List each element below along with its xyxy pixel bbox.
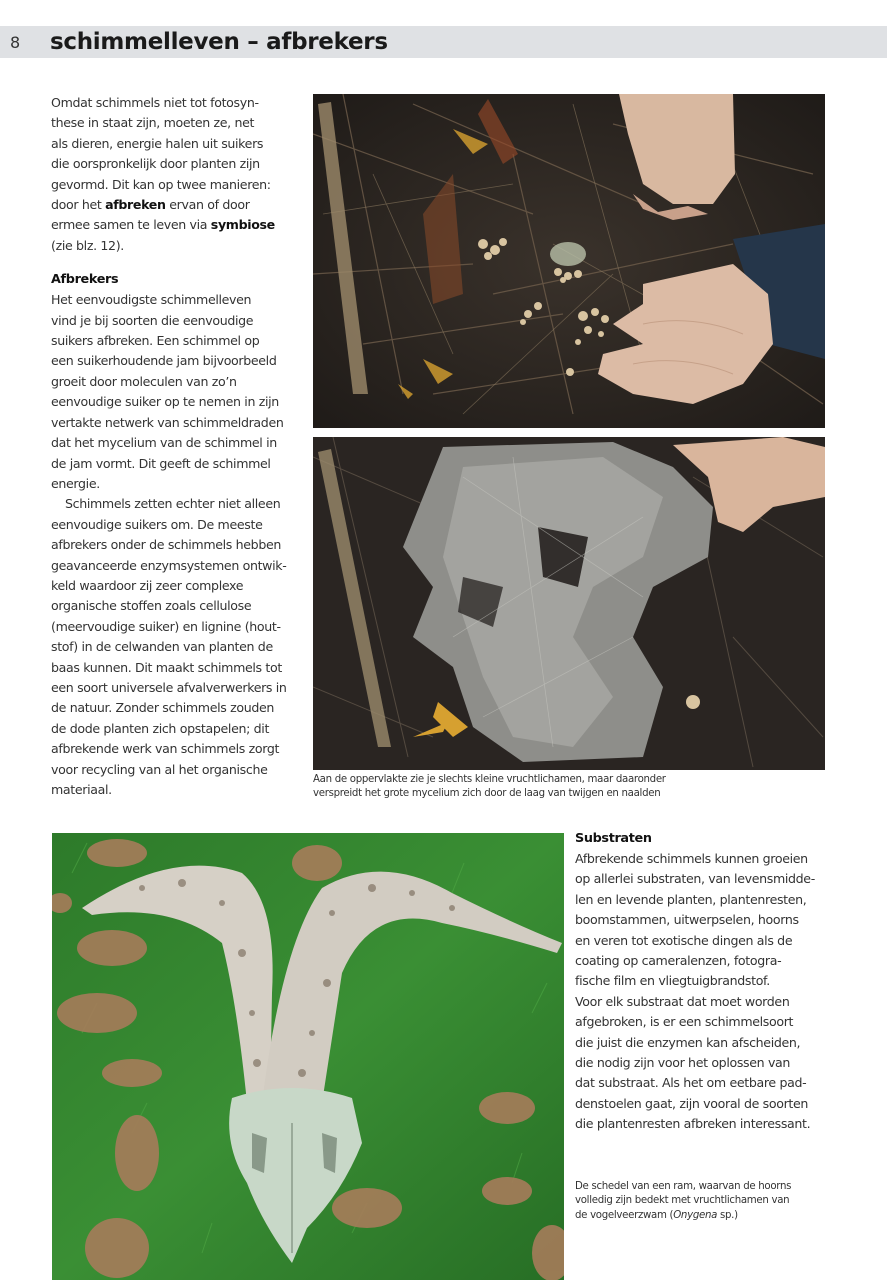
text-line: die nodig zijn voor het oplossen van — [575, 1055, 791, 1071]
afbrekers-paragraph-2 — [51, 494, 313, 800]
text-line: materiaal. — [51, 782, 112, 797]
text-line: stof) in de celwanden van planten de — [51, 639, 273, 655]
photo-caption-top — [313, 773, 833, 802]
photo-mycelium-under-litter — [313, 437, 825, 770]
text-line: de natuur. Zonder schimmels zouden — [51, 700, 275, 716]
text-line: afbrekers onder de schimmels hebben — [51, 537, 281, 553]
text-fragment: door het — [51, 197, 106, 213]
caption-line: De schedel van een ram, waarvan de hoorns — [575, 1181, 792, 1192]
text-line: eenvoudige suikers om. De meeste — [51, 516, 263, 532]
text-line: len en levende planten, plantenresten, — [575, 891, 807, 907]
caption-line: Aan de oppervlakte zie je slechts kleine vruchtlichamen, maar daaronder — [313, 774, 666, 785]
text-fragment: ervan of door — [165, 197, 250, 213]
text-line: gevormd. Dit kan op twee manieren: — [51, 176, 271, 192]
page-number: 8 — [10, 33, 21, 52]
caption-line: volledig zijn bedekt met vruchtlichamen van — [575, 1195, 790, 1207]
photo-caption-bottom — [575, 1180, 837, 1223]
text-line: voor recycling van al het organische — [51, 761, 268, 777]
text-line: Afbrekende schimmels kunnen groeien — [575, 851, 808, 866]
section-heading-substraten: Substraten — [575, 831, 652, 846]
afbrekers-paragraph-1 — [51, 290, 313, 494]
text-line: vind je bij soorten die eenvoudige — [51, 312, 254, 328]
photo-ram-skull — [52, 833, 564, 1280]
text-line: de jam vormt. Dit geeft de schimmel — [51, 455, 271, 471]
text-line: als dieren, energie halen uit suikers — [51, 135, 264, 151]
text-line: Omdat schimmels niet tot fotosyn- — [51, 95, 259, 110]
page-title: schimmelleven – afbrekers — [50, 29, 388, 55]
right-column-text — [575, 829, 837, 1135]
text-line: coating op cameralenzen, fotogra- — [575, 953, 782, 969]
section-heading-afbrekers: Afbrekers — [51, 272, 119, 288]
text-fragment: ermee samen te leven via — [51, 217, 211, 233]
text-line: een soort universele afvalverwerkers in — [51, 679, 287, 695]
text-line: afbrekende werk van schimmels zorgt — [51, 741, 280, 757]
text-line: keld waardoor zij zeer complexe — [51, 577, 244, 593]
text-fragment: sp.) — [717, 1209, 738, 1221]
text-line: die oorspronkelijk door planten zijn — [51, 156, 260, 172]
text-line: these in staat zijn, moeten ze, net — [51, 115, 255, 131]
text-line: Schimmels zetten echter niet alleen — [65, 496, 281, 512]
text-line — [51, 195, 313, 215]
text-line: Voor elk substraat dat moet worden — [575, 993, 790, 1009]
text-line: suikers afbreken. Een schimmel op — [51, 333, 260, 349]
text-line: geavanceerde enzymsystemen ontwik- — [51, 557, 287, 573]
term-afbreken: afbreken — [105, 197, 166, 213]
text-line: en veren tot exotische dingen als de — [575, 932, 793, 948]
text-line: die juist die enzymen kan afscheiden, — [575, 1034, 801, 1050]
text-line: een suikerhoudende jam bijvoorbeeld — [51, 353, 277, 369]
photo-mushrooms-forest-floor — [313, 94, 825, 428]
text-line: eenvoudige suiker op te nemen in zijn — [51, 394, 279, 410]
text-line: de dode planten zich opstapelen; dit — [51, 720, 270, 736]
text-line: vertakte netwerk van schimmeldraden — [51, 414, 284, 430]
caption-line — [575, 1209, 837, 1223]
text-fragment: de vogelveerzwam ( — [575, 1209, 674, 1221]
text-line: (meervoudige suiker) en lignine (hout- — [51, 618, 281, 634]
caption-line: verspreidt het grote mycelium zich door de laag van twijgen en naalden — [313, 788, 661, 800]
text-line: fische film en vliegtuigbrandstof. — [575, 973, 770, 989]
intro-paragraph — [51, 93, 313, 256]
text-line: energie. — [51, 475, 100, 491]
text-line: groeit door moleculen van zo’n — [51, 373, 237, 389]
term-symbiose: symbiose — [210, 217, 275, 233]
text-line: dat het mycelium van de schimmel in — [51, 435, 277, 451]
left-column-text — [51, 93, 313, 800]
text-line: op allerlei substraten, van levensmidde- — [575, 871, 815, 887]
substraten-paragraph — [575, 849, 837, 1135]
text-line: boomstammen, uitwerpselen, hoorns — [575, 912, 799, 928]
text-line: baas kunnen. Dit maakt schimmels tot — [51, 659, 282, 675]
text-line: (zie blz. 12). — [51, 237, 124, 253]
text-line: afgebroken, is er een schimmelsoort — [575, 1014, 794, 1030]
text-line: organische stoffen zoals cellulose — [51, 598, 252, 614]
text-line: dat substraat. Als het om eetbare pad- — [575, 1075, 807, 1091]
text-line: die plantenresten afbreken interessant. — [575, 1116, 811, 1132]
text-line: Het eenvoudigste schimmelleven — [51, 292, 252, 308]
species-name: Onygena — [673, 1209, 718, 1221]
text-line — [51, 215, 313, 235]
text-line: denstoelen gaat, zijn vooral de soorten — [575, 1095, 809, 1111]
